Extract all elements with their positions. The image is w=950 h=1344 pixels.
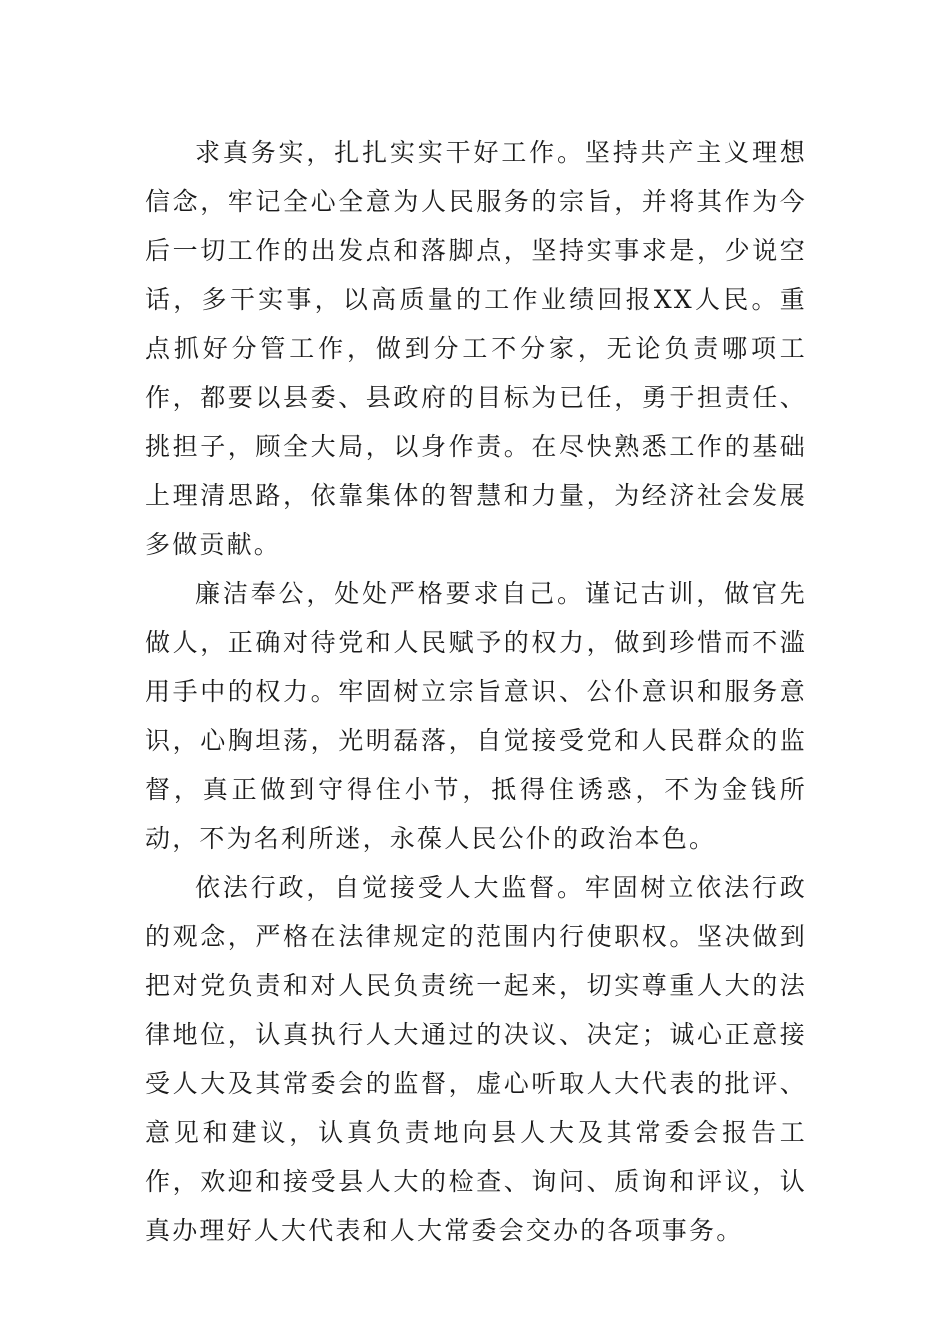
paragraph-1: 求真务实，扎扎实实干好工作。坚持共产主义理想信念，牢记全心全意为人民服务的宗旨，并将其作为今后一切工作的出发点和落脚点，坚持实事求是，少说空话，多干实事，以高质量的工作业绩回报XX人民。重点抓好分管工作，做到分工不分家，无论负责哪项工作，都要以县委、县政府的目标为已任，勇于担责任、挑担子，顾全大局，以身作责。在尽快熟悉工作的基础上理清思路，依靠集体的智慧和力量，为经济社会发展多做贡献。 bbox=[145, 138, 807, 559]
paragraph-3: 依法行政，自觉接受人大监督。牢固树立依法行政的观念，严格在法律规定的范围内行使职权。坚决做到把对党负责和对人民负责统一起来，切实尊重人大的法律地位，认真执行人大通过的决议、决定；诚心正意接受人大及其常委会的监督，虚心听取人大代表的批评、意见和建议，认真负责地向县人大及其常委会报告工作，欢迎和接受县人大的检查、询问、质询和评议，认真办理好人大代表和人大常委会交办的各项事务。 bbox=[145, 873, 807, 1245]
document-body bbox=[145, 128, 807, 1255]
paragraph-2: 廉洁奉公，处处严格要求自己。谨记古训，做官先做人，正确对待党和人民赋予的权力，做到珍惜而不滥用手中的权力。牢固树立宗旨意识、公仆意识和服务意识，心胸坦荡，光明磊落，自觉接受党和人民群众的监督，真正做到守得住小节，抵得住诱惑，不为金钱所动，不为名利所迷，永葆人民公仆的政治本色。 bbox=[145, 579, 807, 853]
